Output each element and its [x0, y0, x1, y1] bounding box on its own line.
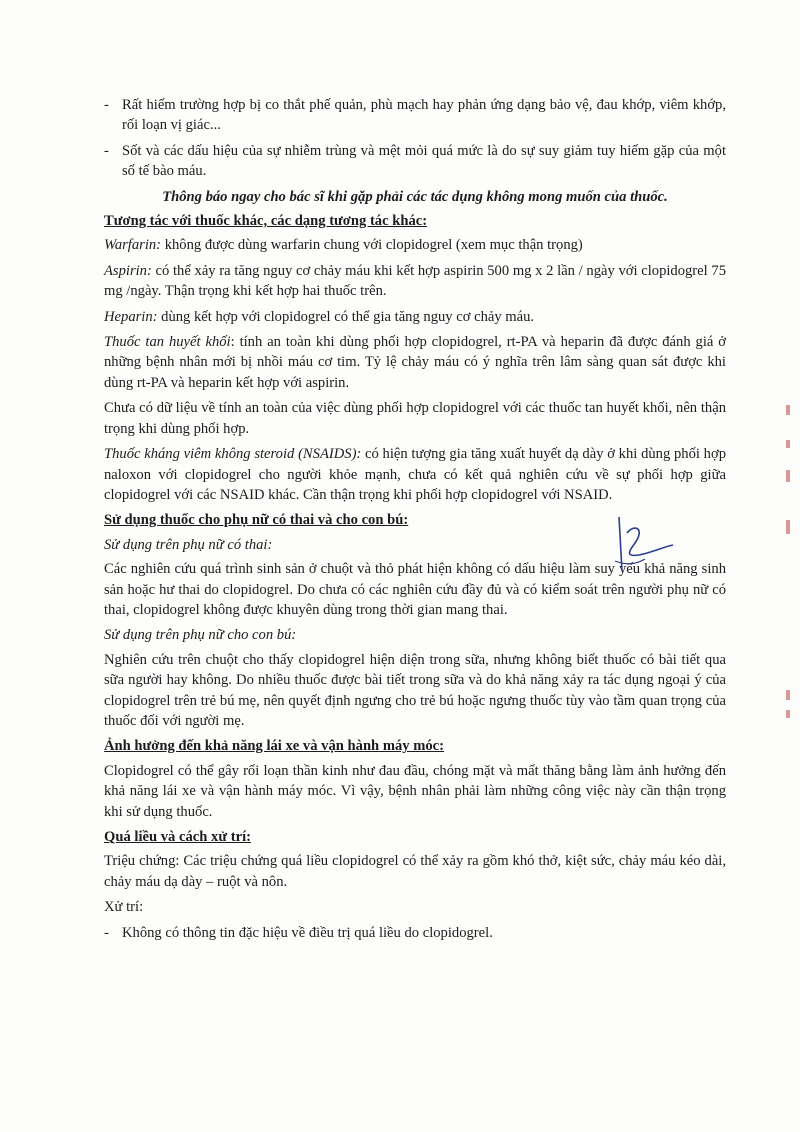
driving-paragraph: Clopidogrel có thể gây rối loạn thần kinh như đau đầu, chóng mặt và mất thăng bằng làm ảnh hưởng đến khả năng lái xe và vận hành máy móc. Vì vậy, bệnh nhân phải làm những công việc này cần thận trọng khi sử dụng thuốc.: [104, 762, 726, 820]
side-effect-text-1: Rất hiếm trường hợp bị co thắt phế quản, phù mạch hay phản ứng dạng bảo vệ, đau khớp, viêm khớp, rối loạn vị giác...: [122, 97, 726, 134]
nsaid-text: có hiện tượng gia tăng xuất huyết dạ dày ở khi dùng phối hợp naloxon với clopidogrel cho người khỏe mạnh, chưa có kết quả nghiên cứu về sự phối hợp giữa clopidogrel với các NSAID khác. Cần thận trọng khi phối hợp clopidogrel với NSAID.: [104, 446, 726, 503]
edge-stamp-mark: [786, 690, 790, 700]
pregnant-sub-label: Sử dụng trên phụ nữ có thai: [104, 536, 268, 553]
handwritten-signature: [605, 515, 675, 575]
pregnant-paragraph: Các nghiên cứu quá trình sinh sản ở chuột và thỏ phát hiện không có dấu hiệu làm suy yếu khả năng sinh sản hoặc hư thai do clopidogrel. Do chưa có các nghiên cứu đầy đủ và có kiểm soát trên người phụ nữ có thai, clopidogrel không được khuyên dùng trong thời gian mang thai.: [104, 561, 726, 618]
heparin-term: Heparin:: [104, 308, 158, 325]
edge-stamp-mark: [786, 520, 790, 534]
doctor-notice: Thông báo ngay cho bác sĩ khi gặp phải các tác dụng không mong muốn của thuốc.: [162, 188, 668, 205]
no-data-paragraph: Chưa có dữ liệu về tính an toàn của việc dùng phối hợp clopidogrel với các thuốc tan huyết khối, nên thận trọng khi dùng phối hợp.: [104, 400, 726, 437]
thrombolytic-term: Thuốc tan huyết khối: [104, 334, 231, 351]
edge-stamp-mark: [786, 405, 790, 415]
driving-heading: Ảnh hưởng đến khả năng lái xe và vận hành máy móc:: [104, 738, 445, 755]
aspirin-paragraph: [104, 261, 726, 302]
warfarin-paragraph: [104, 235, 726, 255]
nursing-paragraph: Nghiên cứu trên chuột cho thấy clopidogrel hiện diện trong sữa, nhưng không biết thuốc có bài tiết qua sữa người hay không. Do nhiều thuốc được bài tiết trong sữa và do khả năng xảy ra tác dụng ngoại ý của clopidogrel trên trẻ bú mẹ, nên quyết định ngưng cho trẻ bú hoặc ngưng thuốc tùy vào tầm quan trọng của thuốc đối với người mẹ.: [104, 651, 726, 729]
pregnancy-heading: Sử dụng thuốc cho phụ nữ có thai và cho con bú:: [104, 512, 409, 529]
nursing-sub-colon: :: [291, 627, 297, 644]
side-effect-text-2: Sốt và các dấu hiệu của sự nhiễm trùng và mệt mỏi quá mức là do sự suy giảm tuy hiếm gặp của một số tế bào máu.: [122, 142, 726, 180]
bullet-dash: -: [104, 142, 109, 159]
side-effect-bullet-1: [104, 95, 726, 136]
edge-stamp-mark: [786, 710, 790, 718]
nsaid-paragraph: [104, 444, 726, 505]
symptoms-paragraph: Triệu chứng: Các triệu chứng quá liều clopidogrel có thể xảy ra gồm khó thở, kiệt sức, chảy máu kéo dài, chảy máu dạ dày – ruột và nôn.: [104, 853, 726, 890]
side-effect-bullet-2: [104, 141, 726, 182]
treatment-text: Không có thông tin đặc hiệu về điều trị quá liều do clopidogrel.: [122, 924, 493, 941]
thrombolytic-paragraph: [104, 332, 726, 393]
treatment-bullet: [104, 923, 726, 943]
warfarin-term: Warfarin:: [104, 237, 162, 254]
nsaid-term: Thuốc kháng viêm không steroid (NSAIDS):: [104, 446, 362, 463]
warfarin-text: không được dùng warfarin chung với clopidogrel (xem mục thận trọng): [161, 237, 583, 254]
bullet-dash: -: [104, 924, 109, 941]
interactions-heading: Tương tác với thuốc khác, các dạng tương tác khác:: [104, 213, 428, 230]
aspirin-term: Aspirin:: [104, 262, 152, 279]
aspirin-text: có thể xảy ra tăng nguy cơ chảy máu khi kết hợp aspirin 500 mg x 2 lần / ngày với clopidogrel 75 mg /ngày. Thận trọng khi kết hợp hai thuốc trên.: [104, 262, 726, 300]
treatment-label: Xử trí:: [104, 899, 144, 916]
thrombolytic-text: : tính an toàn khi dùng phối hợp clopidogrel, rt-PA và heparin đã được đánh giá ở những bệnh nhân mới bị nhồi máu cơ tim. Tỷ lệ chảy máu có ý nghĩa trên lâm sàng quan sát được khi dùng rt-PA và heparin kết hợp với aspirin.: [104, 334, 726, 391]
overdose-heading: Quá liều và cách xử trí:: [104, 829, 251, 845]
heparin-paragraph: [104, 307, 726, 327]
pregnant-sub-colon: :: [267, 536, 273, 553]
edge-stamp-mark: [786, 470, 790, 482]
heparin-text: dùng kết hợp với clopidogrel có thể gia tăng nguy cơ chảy máu.: [157, 308, 535, 325]
edge-stamp-mark: [786, 440, 790, 448]
nursing-subheading: [104, 625, 726, 645]
nursing-sub-label: Sử dụng trên phụ nữ cho con bú: [104, 627, 292, 644]
bullet-dash: -: [104, 97, 109, 113]
